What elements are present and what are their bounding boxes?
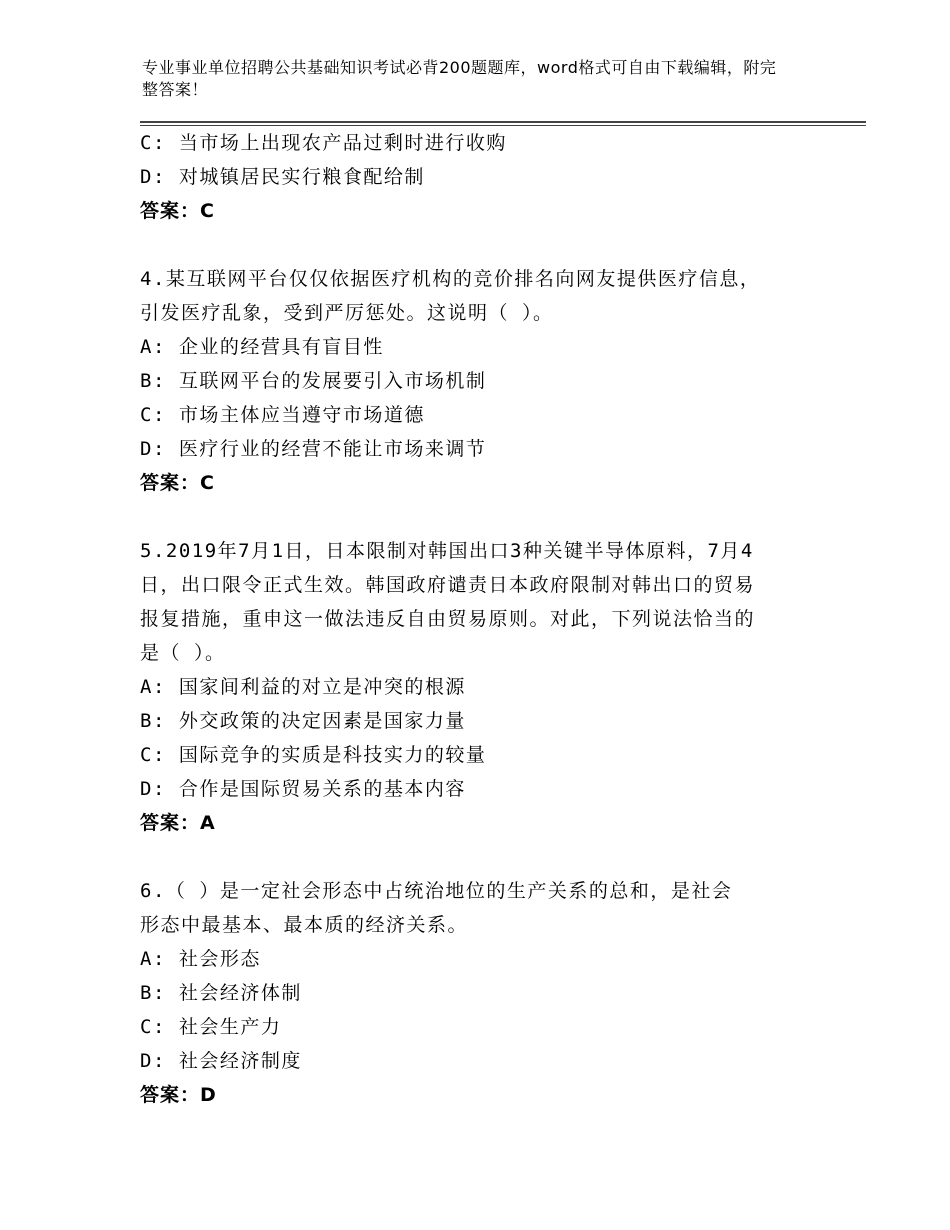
question-text-line: 是（ ）。 [140, 642, 226, 664]
question-5 [140, 534, 820, 840]
answer: 答案：C [140, 472, 215, 494]
option-b: B: 外交政策的决定因素是国家力量 [140, 710, 466, 732]
question-text-line: 5.2019年7月1日，日本限制对韩国出口3种关键半导体原料，7月4 [140, 540, 754, 562]
question-3-continued [140, 126, 820, 228]
option-a: A: 社会形态 [140, 948, 261, 970]
header-text: 专业事业单位招聘公共基础知识考试必背200题题库，word格式可自由下载编辑，附完整答案！ [142, 58, 777, 99]
option-c: C: 市场主体应当遵守市场道德 [140, 404, 425, 426]
question-text-line: 引发医疗乱象，受到严厉惩处。这说明（ ）。 [140, 302, 554, 324]
question-6 [140, 874, 820, 1112]
question-text-line: 4.某互联网平台仅仅依据医疗机构的竞价排名向网友提供医疗信息， [140, 268, 761, 290]
question-4 [140, 262, 820, 500]
answer: 答案：A [140, 812, 216, 834]
option-b: B: 互联网平台的发展要引入市场机制 [140, 370, 487, 392]
answer: 答案：D [140, 1084, 217, 1106]
option-c: C: 当市场上出现农产品过剩时进行收购 [140, 132, 507, 154]
question-text-line: 6.（ ）是一定社会形态中占统治地位的生产关系的总和，是社会 [140, 880, 733, 902]
question-content [140, 126, 820, 1112]
question-text-line: 形态中最基本、最本质的经济关系。 [140, 914, 469, 936]
option-a: A: 企业的经营具有盲目性 [140, 336, 384, 358]
question-text-line: 报复措施，重申这一做法违反自由贸易原则。对此，下列说法恰当的 [140, 608, 756, 630]
option-d: D: 医疗行业的经营不能让市场来调节 [140, 438, 487, 460]
option-a: A: 国家间利益的对立是冲突的根源 [140, 676, 466, 698]
header-rule [140, 121, 866, 123]
question-text-line: 日，出口限令正式生效。韩国政府谴责日本政府限制对韩出口的贸易 [140, 574, 756, 596]
option-c: C: 国际竞争的实质是科技实力的较量 [140, 744, 487, 766]
option-b: B: 社会经济体制 [140, 982, 302, 1004]
option-d: D: 社会经济制度 [140, 1050, 302, 1072]
answer: 答案：C [140, 200, 215, 222]
option-d: D: 对城镇居民实行粮食配给制 [140, 166, 425, 188]
option-d: D: 合作是国际贸易关系的基本内容 [140, 778, 466, 800]
option-c: C: 社会生产力 [140, 1016, 282, 1038]
document-header [142, 57, 792, 101]
